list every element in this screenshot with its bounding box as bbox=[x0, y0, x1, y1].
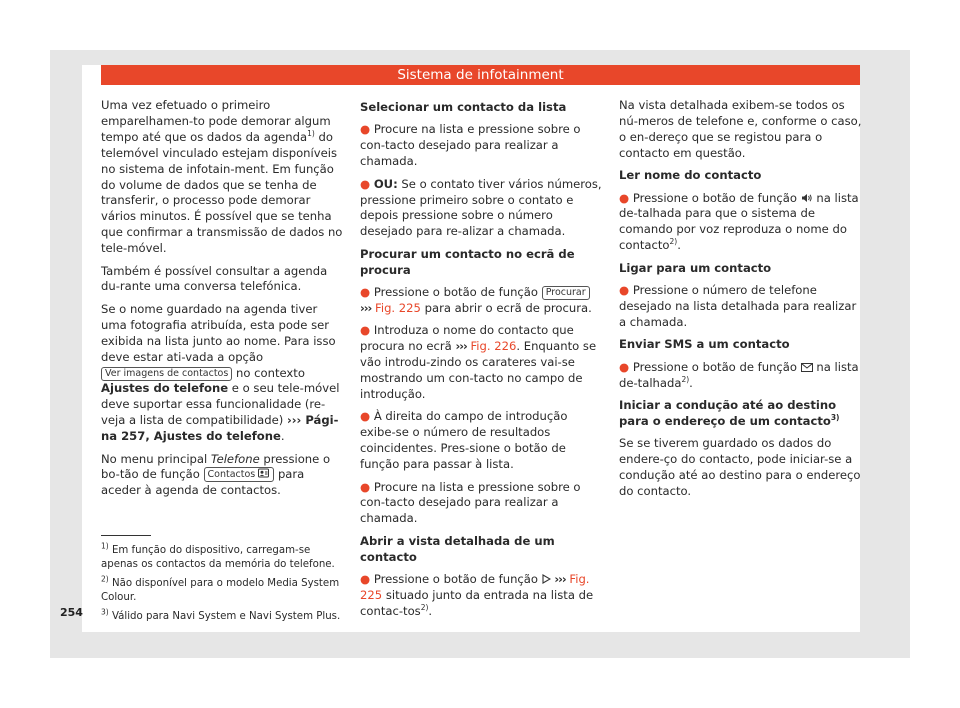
column-2 bbox=[360, 98, 603, 626]
page-reference: ››› Pági-na 257, Ajustes do telefone bbox=[101, 413, 339, 444]
bullet-icon: ● bbox=[360, 285, 371, 300]
bullet-icon: ● bbox=[360, 479, 371, 494]
section-heading: Ler nome do contacto bbox=[619, 168, 762, 183]
section-heading: Abrir a vista detalhada de um contacto bbox=[360, 533, 555, 564]
paragraph: Na vista detalhada exibem-se todos os nú-meros de telefone e, conforme o caso, o en-dereço que se registou para o contacto em questão. bbox=[619, 98, 862, 160]
bullet-icon: ● bbox=[360, 572, 371, 587]
section-heading: Iniciar a condução até ao destino para o endereço de um contacto$^{3)}$ bbox=[619, 398, 840, 428]
paragraph: No menu principal Telefone pressione o bo-tão de função Contactos para aceder à agenda de contactos. bbox=[101, 451, 331, 498]
bullet-item: ● Procure na lista e pressione sobre o con-tacto desejado para realizar a chamada. bbox=[360, 122, 581, 169]
paragraph: Uma vez efetuado o primeiro emparelhamen-to pode demorar algum tempo até que os dados da agenda$^{1)}$ do telemóvel vinculado estejam disponíveis no sistema de infotain-ment. Em função do volume de dados que se tenha de transferir, o processo pode demorar vários minutos. É possível que se tenha que confirmar a transmissão de dados no tele-móvel. bbox=[101, 98, 343, 256]
bullet-icon: ● bbox=[360, 176, 371, 191]
section-heading: Enviar SMS a um contacto bbox=[619, 337, 790, 352]
footnote-ref: 3) bbox=[830, 413, 840, 423]
paragraph: Se se tiverem guardado os dados do endere-ço do contacto, pode iniciar-se a condução até ao destino para o endereço do contacto. bbox=[619, 436, 861, 499]
footnote-ref: 2) bbox=[420, 603, 429, 613]
figure-reference: Fig. 225 bbox=[375, 300, 421, 315]
ver-imagens-button: Ver imagens de contactos bbox=[101, 367, 232, 381]
bullet-icon: ● bbox=[360, 122, 371, 137]
section-heading: Selecionar um contacto da lista bbox=[360, 100, 567, 114]
footnote: $^{2)}$ Não disponível para o modelo Media System Colour. bbox=[101, 574, 340, 603]
column-1 bbox=[101, 98, 344, 506]
bullet-item: ● À direita do campo de introdução exibe-se o número de resultados coincidentes. Pres-sione o botão de função para passar à lista. bbox=[360, 409, 568, 472]
settings-context: Ajustes do telefone bbox=[101, 381, 229, 396]
play-triangle-icon bbox=[542, 574, 551, 584]
bullet-item: ● Procure na lista e pressione sobre o con-tacto desejado para realizar a chamada. bbox=[360, 479, 581, 526]
envelope-icon bbox=[801, 363, 813, 372]
section-heading: Ligar para um contacto bbox=[619, 260, 772, 275]
bullet-icon: ● bbox=[619, 283, 630, 298]
paragraph: Se o nome guardado na agenda tiver uma fotografia atribuída, esta pode ser exibida na lista junto ao nome. Para isso deve estar ati-vada a opção Ver imagens de contactos no contexto Ajustes do telefone e o seu tele-móvel deve suportar essa funcionalidade (re-veja a lista de compatibilidade) ››› Pági-na 257, Ajustes do telefone. bbox=[101, 301, 340, 444]
speaker-icon bbox=[801, 193, 813, 203]
bullet-icon: ● bbox=[619, 359, 630, 374]
footnote-ref: 2) bbox=[669, 237, 678, 247]
bullet-icon: ● bbox=[360, 323, 371, 338]
bullet-item: ● Pressione o botão de função ››› Fig. 225 situado junto da entrada na lista de contac-tos$^{2)}$. bbox=[360, 572, 594, 618]
footnote-ref: 2) bbox=[681, 374, 690, 384]
section-heading: Procurar um contacto no ecrã de procura bbox=[360, 246, 575, 277]
footnote-ref: 1) bbox=[307, 128, 315, 138]
bullet-item: ● Pressione o número de telefone desejado na lista detalhada para realizar a chamada. bbox=[619, 283, 857, 329]
footnote-divider bbox=[101, 535, 151, 536]
bullet-item: ● Pressione o botão de função na lista de-talhada$^{2)}$. bbox=[619, 359, 859, 390]
column-3 bbox=[619, 98, 862, 506]
footnotes bbox=[101, 541, 346, 629]
menu-name: Telefone bbox=[210, 451, 260, 466]
page-number: 254 bbox=[60, 606, 83, 619]
bullet-item: ● Introduza o nome do contacto que procura no ecrã ››› Fig. 226. Enquanto se vão introdu-zindo os carateres vai-se mostrando um con-tacto no campo de introdução. bbox=[360, 323, 597, 401]
page-header: Sistema de infotainment bbox=[101, 65, 860, 85]
procurar-button: Procurar bbox=[542, 286, 590, 300]
contactos-button: Contactos bbox=[204, 467, 275, 482]
contacts-card-icon bbox=[258, 468, 270, 478]
footnote: $^{3)}$ Válido para Navi System e Navi System Plus. bbox=[101, 607, 341, 622]
bullet-item: ● Pressione o botão de função Procurar ››› Fig. 225 para abrir o ecrã de procura. bbox=[360, 285, 592, 315]
paragraph: Também é possível consultar a agenda du-rante uma conversa telefónica. bbox=[101, 263, 328, 294]
footnote: $^{1)}$ Em função do dispositivo, carregam-se apenas os contactos da memória do telefone. bbox=[101, 541, 335, 570]
bullet-icon: ● bbox=[360, 409, 371, 424]
figure-reference: Fig. 226 bbox=[470, 339, 517, 354]
bullet-item: ● OU: Se o contato tiver vários números, pressione primeiro sobre o contato e depois pressione sobre o número desejado para re-alizar a chamada. bbox=[360, 176, 602, 239]
bullet-item: ● Pressione o botão de função na lista de-talhada para que o sistema de comando por voz reproduza o nome do contacto$^{2)}$. bbox=[619, 190, 859, 253]
bullet-icon: ● bbox=[619, 190, 630, 205]
figure-reference: Fig. 225 bbox=[360, 572, 590, 602]
